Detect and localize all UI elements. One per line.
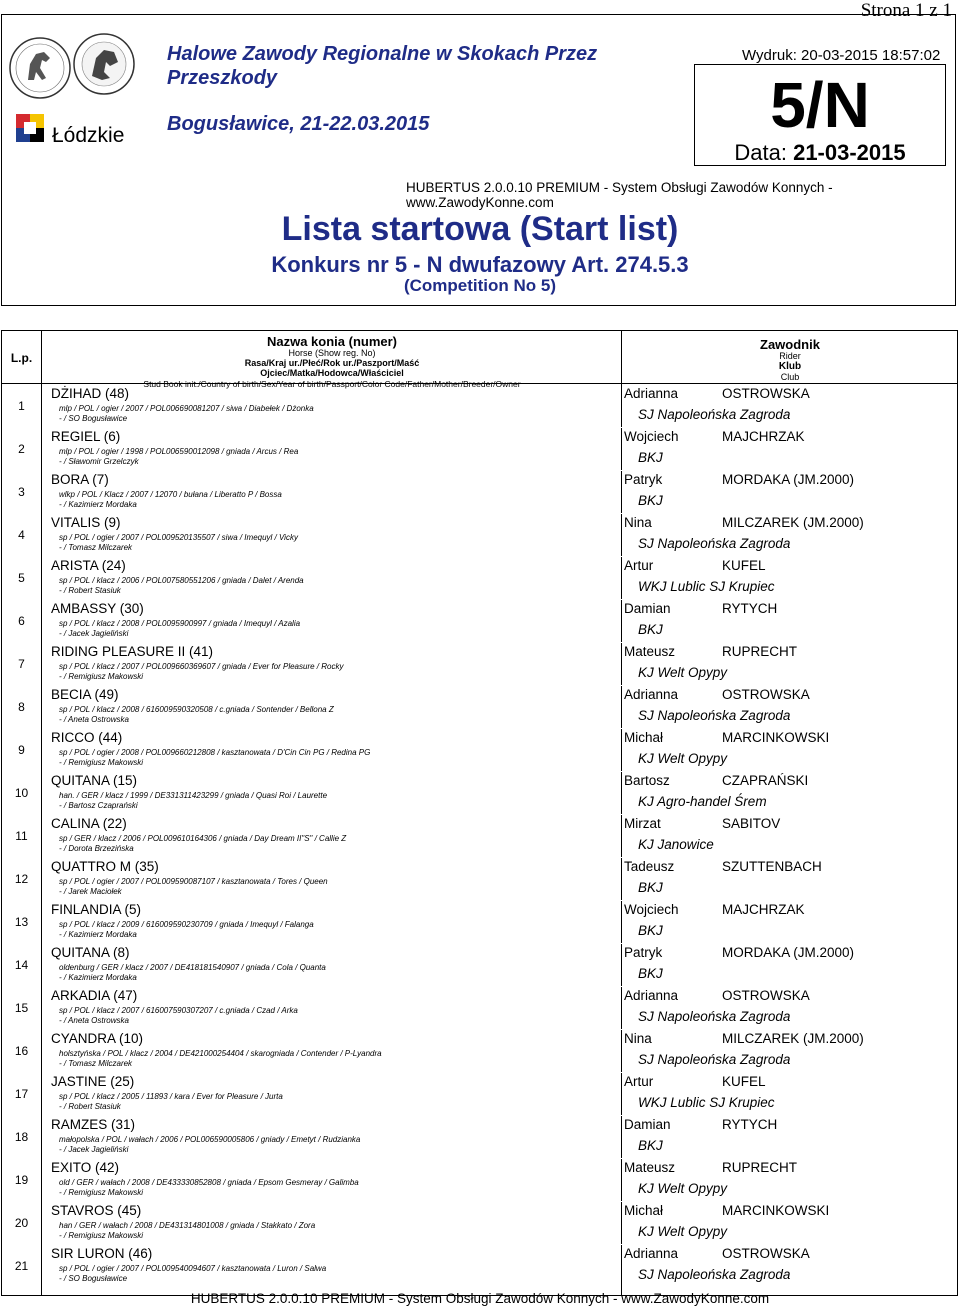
horse-details: han. / GER / klacz / 1999 / DE331311423299 / gniada / Quasi Roi / Laurette bbox=[59, 791, 328, 800]
rider-club: SJ Napoleońska Zagroda bbox=[638, 536, 791, 551]
horse-name: DŻIHAD (48) bbox=[51, 386, 130, 401]
rider-last-name: RUPRECHT bbox=[722, 1160, 798, 1175]
horse-details: sp / POL / klacz / 2006 / POL007580551206 / gniada / Dalet / Arenda bbox=[59, 576, 304, 585]
horse-owner: - / Bartosz Czaprański bbox=[59, 801, 138, 810]
rider-last-name: MILCZAREK (JM.2000) bbox=[722, 515, 864, 530]
row-separator bbox=[42, 1072, 957, 1073]
row-number: 1 bbox=[18, 399, 25, 413]
table-row bbox=[2, 1029, 957, 1072]
rider-last-name: KUFEL bbox=[722, 1074, 766, 1089]
horse-owner: - / Remigiusz Makowski bbox=[59, 1231, 144, 1240]
row-separator bbox=[42, 900, 957, 901]
rider-club: KJ Janowice bbox=[638, 837, 714, 852]
row-number: 8 bbox=[18, 700, 25, 714]
header-horse-en: Horse (Show reg. No) bbox=[288, 348, 376, 358]
row-separator bbox=[42, 943, 957, 944]
row-number: 14 bbox=[14, 958, 29, 972]
row-separator bbox=[42, 642, 957, 643]
logo-text: Łódzkie bbox=[52, 124, 125, 147]
header-rider-title: Zawodnik bbox=[760, 337, 820, 352]
table-row bbox=[2, 857, 957, 900]
rider-first-name: Mirzat bbox=[624, 816, 661, 831]
horse-name: VITALIS (9) bbox=[51, 515, 121, 530]
horse-name: CALINA (22) bbox=[51, 816, 127, 831]
horse-name: RIDING PLEASURE II (41) bbox=[51, 644, 214, 659]
rider-last-name: RYTYCH bbox=[722, 1117, 778, 1132]
rider-club: SJ Napoleońska Zagroda bbox=[638, 1009, 791, 1024]
row-number: 20 bbox=[14, 1216, 29, 1230]
page-label: Strona 1 z 1 bbox=[860, 0, 952, 21]
rider-last-name: MORDAKA (JM.2000) bbox=[722, 472, 855, 487]
row-number: 17 bbox=[14, 1087, 29, 1101]
horse-details: holsztyńska / POL / klacz / 2004 / DE421000254404 / skarogniada / Contender / P-Lyandra bbox=[59, 1049, 382, 1058]
row-separator bbox=[42, 1115, 957, 1116]
rider-last-name: OSTROWSKA bbox=[722, 687, 810, 702]
table-row bbox=[2, 556, 957, 599]
table-row bbox=[2, 427, 957, 470]
horse-name: QUITANA (15) bbox=[51, 773, 138, 788]
rider-club: KJ Agro-handel Śrem bbox=[638, 794, 767, 809]
rider-last-name: MAJCHRZAK bbox=[722, 429, 805, 444]
horse-owner: - / Aneta Ostrowska bbox=[59, 715, 129, 724]
competition-name-en: (Competition No 5) bbox=[403, 276, 557, 295]
rider-first-name: Patryk bbox=[624, 945, 663, 960]
row-number: 7 bbox=[18, 657, 25, 671]
row-number: 15 bbox=[14, 1001, 29, 1015]
rider-first-name: Nina bbox=[624, 515, 652, 530]
rider-last-name: MARCINKOWSKI bbox=[722, 1203, 830, 1218]
competition-code-box bbox=[694, 64, 946, 166]
horse-owner: - / Jacek Jagieliński bbox=[59, 629, 129, 638]
row-separator bbox=[42, 470, 957, 471]
rider-club: BKJ bbox=[638, 622, 663, 637]
start-list-table bbox=[1, 330, 958, 1296]
row-number: 11 bbox=[15, 829, 28, 843]
lodzkie-mark-icon bbox=[16, 114, 44, 142]
horse-details: sp / POL / klacz / 2009 / 616009590230709 / gniada / Imequyl / Falanga bbox=[59, 920, 314, 929]
rider-first-name: Damian bbox=[624, 1117, 671, 1132]
horse-owner: - / Kazimierz Mordaka bbox=[59, 973, 137, 982]
rider-club: SJ Napoleońska Zagroda bbox=[638, 1267, 791, 1282]
footer: HUBERTUS 2.0.0.10 PREMIUM - System Obsługi Zawodów Konnych - www.ZawodyKonne.com bbox=[190, 1291, 770, 1306]
rider-first-name: Mateusz bbox=[624, 1160, 676, 1175]
horse-owner: - / Kazimierz Mordaka bbox=[59, 500, 137, 509]
table-row bbox=[2, 900, 957, 943]
event-title: Halowe Zawody Regionalne w Skokach Przez Przeszkody bbox=[167, 43, 598, 89]
event-place: Bogusławice, 21-22.03.2015 bbox=[167, 113, 430, 135]
rider-last-name: MAJCHRZAK bbox=[722, 902, 805, 917]
row-separator bbox=[42, 857, 957, 858]
row-separator bbox=[42, 1201, 957, 1202]
rider-club: KJ Welt Opypy bbox=[638, 665, 728, 680]
row-number: 21 bbox=[14, 1259, 29, 1273]
competition-date bbox=[695, 141, 945, 165]
row-separator bbox=[42, 1244, 957, 1245]
horse-owner: - / Jacek Jagieliński bbox=[59, 1145, 129, 1154]
rider-last-name: OSTROWSKA bbox=[722, 1246, 810, 1261]
table-row bbox=[2, 1072, 957, 1115]
rider-first-name: Adrianna bbox=[624, 386, 679, 401]
table-row bbox=[2, 685, 957, 728]
date-value: 21-03-2015 bbox=[793, 140, 906, 165]
table-row bbox=[2, 771, 957, 814]
rider-first-name: Michał bbox=[624, 730, 664, 745]
list-title: Lista startowa (Start list) bbox=[281, 210, 679, 248]
horse-name: ARKADIA (47) bbox=[51, 988, 138, 1003]
table-row bbox=[2, 1158, 957, 1201]
rider-club: BKJ bbox=[638, 880, 663, 895]
row-number: 13 bbox=[14, 915, 29, 929]
row-separator bbox=[42, 685, 957, 686]
rider-first-name: Adrianna bbox=[624, 687, 679, 702]
horse-name: FINLANDIA (5) bbox=[51, 902, 142, 917]
horse-details: sp / POL / klacz / 2007 / 616007590307207 / c.gniada / Czad / Arka bbox=[59, 1006, 298, 1015]
horse-name: QUITANA (8) bbox=[51, 945, 130, 960]
rider-club: SJ Napoleońska Zagroda bbox=[638, 1052, 791, 1067]
rider-club: BKJ bbox=[638, 923, 663, 938]
rider-last-name: CZAPRAŃSKI bbox=[722, 773, 809, 788]
header-rider-en: Rider bbox=[779, 351, 801, 361]
rider-last-name: MILCZAREK (JM.2000) bbox=[722, 1031, 864, 1046]
horse-owner: - / Dorota Brzezińska bbox=[59, 844, 134, 853]
row-number: 6 bbox=[18, 614, 25, 628]
horse-details: sp / GER / klacz / 2006 / POL009610164306 / gniada / Day Dream II"S" / Callie Z bbox=[59, 834, 347, 843]
header-rider bbox=[621, 337, 959, 382]
horse-name: QUATTRO M (35) bbox=[51, 859, 159, 874]
horse-name: JASTINE (25) bbox=[51, 1074, 135, 1089]
table-row bbox=[2, 1244, 957, 1287]
horse-details: mlp / POL / ogier / 2007 / POL006690081207 / siwa / Diabełek / Dżonka bbox=[59, 404, 314, 413]
horse-owner: - / Tomasz Milczarek bbox=[59, 543, 133, 552]
rider-last-name: SZUTTENBACH bbox=[722, 859, 822, 874]
rider-club: KJ Welt Opypy bbox=[638, 1224, 728, 1239]
row-number: 16 bbox=[14, 1044, 29, 1058]
horse-details: han / GER / wałach / 2008 / DE431314801008 / gniada / Stakkato / Zora bbox=[59, 1221, 316, 1230]
rider-last-name: RYTYCH bbox=[722, 601, 778, 616]
horse-name: RICCO (44) bbox=[51, 730, 123, 745]
club-seal-icon bbox=[10, 38, 70, 98]
rider-first-name: Wojciech bbox=[624, 902, 679, 917]
row-separator bbox=[42, 513, 957, 514]
horse-details: sp / POL / klacz / 2007 / POL009660369607 / gniada / Ever for Pleasure / Rocky bbox=[59, 662, 344, 671]
horse-details: wlkp / POL / Klacz / 2007 / 12070 / bułana / Liberatto P / Bossa bbox=[59, 490, 282, 499]
header-horse-title: Nazwa konia (numer) bbox=[266, 334, 398, 349]
table-row bbox=[2, 1201, 957, 1244]
rider-first-name: Wojciech bbox=[624, 429, 679, 444]
table-row bbox=[2, 1115, 957, 1158]
rider-club: WKJ Lublic SJ Krupiec bbox=[638, 579, 775, 594]
horse-details: oldenburg / GER / klacz / 2007 / DE418181540907 / gniada / Cola / Quanta bbox=[59, 963, 326, 972]
rider-club: WKJ Lublic SJ Krupiec bbox=[638, 1095, 775, 1110]
horse-details: sp / POL / ogier / 2007 / POL009540094607 / kasztanowata / Luron / Salwa bbox=[59, 1264, 327, 1273]
row-separator bbox=[42, 814, 957, 815]
rider-club: KJ Welt Opypy bbox=[638, 751, 728, 766]
date-label: Data: bbox=[734, 140, 787, 165]
header-horse-line2: Rasa/Kraj ur./Płeć/Rok ur./Paszport/Maść bbox=[244, 358, 420, 368]
rider-last-name: KUFEL bbox=[722, 558, 766, 573]
rider-club: KJ Welt Opypy bbox=[638, 1181, 728, 1196]
horse-owner: - / SO Bogusławice bbox=[59, 1274, 128, 1283]
table-row bbox=[2, 642, 957, 685]
horse-name: ARISTA (24) bbox=[51, 558, 126, 573]
rider-last-name: RUPRECHT bbox=[722, 644, 798, 659]
row-number: 12 bbox=[14, 872, 29, 886]
rider-first-name: Bartosz bbox=[624, 773, 670, 788]
header-club-en: Club bbox=[780, 372, 800, 382]
row-number: 4 bbox=[18, 528, 25, 542]
horse-name: CYANDRA (10) bbox=[51, 1031, 144, 1046]
horse-owner: - / Remigiusz Makowski bbox=[59, 758, 144, 767]
organizer-logo bbox=[6, 22, 156, 152]
horse-name: STAVROS (45) bbox=[51, 1203, 142, 1218]
region-seal-icon bbox=[74, 34, 134, 94]
horse-details: sp / POL / klacz / 2005 / 11893 / kara / Ever for Pleasure / Jurta bbox=[59, 1092, 283, 1101]
row-number: 5 bbox=[18, 571, 25, 585]
horse-name: BECIA (49) bbox=[51, 687, 119, 702]
rider-club: BKJ bbox=[638, 966, 663, 981]
rider-first-name: Adrianna bbox=[624, 1246, 679, 1261]
software-line: HUBERTUS 2.0.0.10 PREMIUM - System Obsługi Zawodów Konnych - www.ZawodyKonne.com bbox=[406, 180, 833, 210]
table-row bbox=[2, 728, 957, 771]
rider-first-name: Artur bbox=[624, 558, 654, 573]
print-date: Wydruk: 20-03-2015 18:57:02 bbox=[742, 47, 941, 64]
rider-first-name: Mateusz bbox=[624, 644, 676, 659]
horse-details: małopolska / POL / wałach / 2006 / POL006590005806 / gniady / Emetyt / Rudzianka bbox=[59, 1135, 361, 1144]
rider-last-name: OSTROWSKA bbox=[722, 386, 810, 401]
row-separator bbox=[42, 1029, 957, 1030]
rider-last-name: MARCINKOWSKI bbox=[722, 730, 830, 745]
horse-name: SIR LURON (46) bbox=[51, 1246, 153, 1261]
horse-owner: - / Remigiusz Makowski bbox=[59, 1188, 144, 1197]
horse-details: sp / POL / ogier / 2008 / POL009660212808 / kasztanowata / D'Cin Cin PG / Redina PG bbox=[59, 748, 371, 757]
row-number: 2 bbox=[18, 442, 25, 456]
table-row bbox=[2, 513, 957, 556]
rider-first-name: Nina bbox=[624, 1031, 652, 1046]
horse-owner: - / Sławomir Grzelczyk bbox=[59, 457, 139, 466]
horse-owner: - / Kazimierz Mordaka bbox=[59, 930, 137, 939]
header-lp: L.p. bbox=[10, 351, 33, 365]
horse-name: EXITO (42) bbox=[51, 1160, 120, 1175]
row-number: 18 bbox=[14, 1130, 29, 1144]
rider-club: BKJ bbox=[638, 450, 663, 465]
horse-owner: - / Robert Stasiuk bbox=[59, 586, 121, 595]
header-horse-line3: Ojciec/Matka/Hodowca/Właściciel bbox=[260, 368, 404, 378]
horse-name: AMBASSY (30) bbox=[51, 601, 144, 616]
horse-details: old / GER / wałach / 2008 / DE433330852808 / gniada / Epsom Gesmeray / Galimba bbox=[59, 1178, 359, 1187]
table-row bbox=[2, 943, 957, 986]
row-number: 3 bbox=[18, 485, 25, 499]
table-row bbox=[2, 599, 957, 642]
competition-code: 5/N bbox=[770, 69, 870, 141]
horse-details: mlp / POL / ogier / 1998 / POL006590012098 / gniada / Arcus / Rea bbox=[59, 447, 299, 456]
horse-details: sp / POL / klacz / 2008 / 616009590320508 / c.gniada / Sontender / Bellona Z bbox=[59, 705, 334, 714]
horse-owner: - / Tomasz Milczarek bbox=[59, 1059, 133, 1068]
row-number: 10 bbox=[14, 786, 29, 800]
horse-owner: - / SO Bogusławice bbox=[59, 414, 128, 423]
table-row bbox=[2, 986, 957, 1029]
rider-club: BKJ bbox=[638, 1138, 663, 1153]
row-number: 19 bbox=[14, 1173, 29, 1187]
table-row bbox=[2, 384, 957, 427]
rider-club: SJ Napoleońska Zagroda bbox=[638, 407, 791, 422]
row-separator bbox=[42, 427, 957, 428]
rider-first-name: Adrianna bbox=[624, 988, 679, 1003]
row-separator bbox=[42, 599, 957, 600]
competition-name: Konkurs nr 5 - N dwufazowy Art. 274.5.3 bbox=[271, 252, 689, 277]
row-number: 9 bbox=[18, 743, 25, 757]
horse-owner: - / Jarek Maciołek bbox=[59, 887, 122, 896]
rider-last-name: OSTROWSKA bbox=[722, 988, 810, 1003]
horse-details: sp / POL / klacz / 2008 / POL0095900997 / gniada / Imequyl / Azalia bbox=[59, 619, 301, 628]
row-separator bbox=[42, 556, 957, 557]
header-club-title: Klub bbox=[778, 361, 802, 372]
rider-last-name: SABITOV bbox=[722, 816, 781, 831]
horse-name: BORA (7) bbox=[51, 472, 109, 487]
horse-name: RAMZES (31) bbox=[51, 1117, 136, 1132]
header-horse bbox=[42, 335, 622, 390]
rider-first-name: Artur bbox=[624, 1074, 654, 1089]
horse-details: sp / POL / ogier / 2007 / POL009590087107 / kasztanowata / Tores / Queen bbox=[59, 877, 328, 886]
rider-first-name: Damian bbox=[624, 601, 671, 616]
rider-first-name: Patryk bbox=[624, 472, 663, 487]
table-row bbox=[2, 814, 957, 857]
horse-owner: - / Robert Stasiuk bbox=[59, 1102, 121, 1111]
rider-last-name: MORDAKA (JM.2000) bbox=[722, 945, 855, 960]
horse-owner: - / Remigiusz Makowski bbox=[59, 672, 144, 681]
rider-club: BKJ bbox=[638, 493, 663, 508]
horse-details: sp / POL / ogier / 2007 / POL009520135507 / siwa / Imequyl / Vicky bbox=[59, 533, 298, 542]
rider-first-name: Michał bbox=[624, 1203, 664, 1218]
horse-name: REGIEL (6) bbox=[51, 429, 121, 444]
row-separator bbox=[42, 986, 957, 987]
horse-owner: - / Aneta Ostrowska bbox=[59, 1016, 129, 1025]
row-separator bbox=[42, 728, 957, 729]
row-separator bbox=[42, 1158, 957, 1159]
header-horse-line4: Stud Book init./Country of birth/Sex/Year of birth/Passport/Color Code/Father/Mother/Breeder/Owner bbox=[143, 379, 521, 389]
table-row bbox=[2, 470, 957, 513]
row-separator bbox=[42, 771, 957, 772]
rider-first-name: Tadeusz bbox=[624, 859, 675, 874]
rider-club: SJ Napoleońska Zagroda bbox=[638, 708, 791, 723]
